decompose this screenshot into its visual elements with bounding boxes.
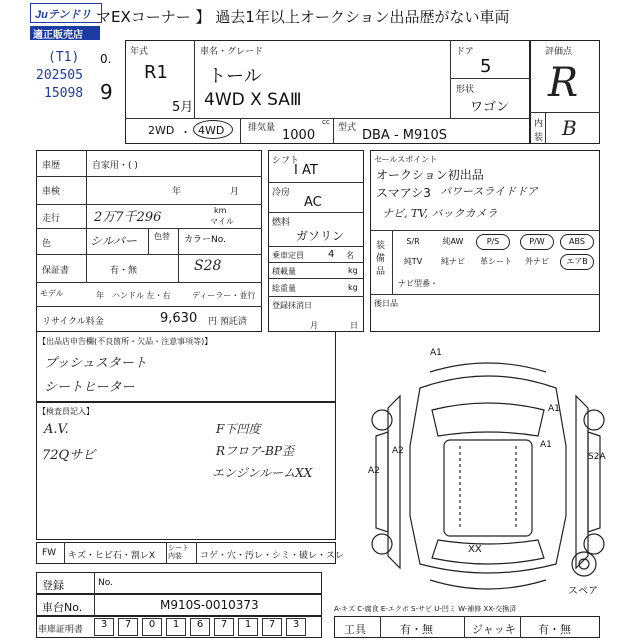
fw-text: キズ・ヒビ石・割レX (68, 551, 155, 561)
drive-4wd: 4WD (198, 124, 225, 137)
load-unit: kg (348, 266, 358, 275)
color-value: シルバー (90, 234, 137, 248)
seat-text: コゲ・穴・汚レ・シミ・破レ・スレ (200, 551, 345, 561)
inspection-month: 月 (230, 187, 240, 197)
interior-label-2: 装 (534, 133, 544, 143)
color-no-label: カラーNo. (184, 235, 226, 245)
chassis-label: 車台No. (42, 601, 83, 614)
gross-label: 総重量 (272, 284, 296, 293)
mileage-value: 2万7千296 (94, 210, 162, 225)
history-value: 自家用・( ) (92, 161, 138, 171)
year-value: R1 (144, 62, 168, 83)
equip-pw: P/W (520, 234, 554, 250)
sales-point-line2-hand: パワースライドドア (440, 185, 538, 198)
diagram-mark-a1-right: A1 (548, 404, 560, 414)
jack-value: 有・無 (538, 623, 571, 636)
diagram-mark-a1-front: A1 (430, 348, 442, 358)
diagram-mark-a2-left: A2 (368, 466, 380, 476)
shape-value: ワゴン (470, 100, 510, 115)
displacement-label: 排気量 (248, 123, 276, 133)
mileage-unit-mile: マイル (210, 217, 234, 226)
cert-label: 車庫証明書 (38, 625, 84, 635)
equip-ext-navi: 外ナビ (525, 257, 549, 266)
cert-digit: 7 (214, 618, 234, 636)
mileage-unit-km: km (214, 206, 227, 215)
spare-label: スペア (568, 586, 598, 597)
sales-point-label: セールスポイント (374, 155, 438, 164)
inspector-l1: A.V. (44, 422, 69, 437)
fuel-value: ガソリン (296, 229, 345, 243)
history-label: 車歴 (42, 161, 61, 171)
equip-abs: ABS (560, 234, 594, 250)
equip-tv: 純TV (403, 257, 423, 266)
expiry-label: 登録抹消日 (272, 301, 312, 310)
model-year: 年 (96, 291, 104, 300)
remarks-line2: シートヒーター (44, 380, 135, 395)
details-grid (36, 150, 262, 332)
nav-model-label: ナビ型番・ (398, 279, 438, 288)
score-value: R (548, 60, 579, 106)
doors-label: ドア (456, 47, 474, 57)
recycle-unit: 円 預託済 (208, 317, 247, 327)
cert-digit: 0 (142, 618, 162, 636)
brand-logo (30, 3, 102, 23)
color-no-value: S28 (194, 258, 222, 274)
equip-leather: 革シート (480, 257, 512, 266)
inspection-label: 車検 (42, 187, 61, 197)
inspector-r1: F下凹度 (216, 422, 261, 436)
tools-value: 有・無 (400, 623, 433, 636)
dealer-label: ディーラー・並行 (192, 291, 256, 300)
month-value: 5月 (172, 100, 194, 115)
recycle-label: リサイクル料金 (42, 317, 104, 327)
equip-navi: 純ナビ (441, 257, 465, 266)
post-equipment-label: 後日品 (374, 299, 398, 308)
expiry-month: 月 (310, 321, 318, 330)
cert-digit: 7 (118, 618, 138, 636)
sales-point-line3-hand: ナビ, TV, バックカメラ (382, 207, 498, 220)
displacement-unit: cc (322, 118, 330, 126)
lot-zero-mark: 0. (100, 52, 112, 66)
inspector-l2: 72Qサビ (42, 448, 96, 463)
dealer-banner (30, 26, 100, 40)
cert-digit: 7 (262, 618, 282, 636)
damage-legend: A-キズ C-腐食 E-エクボ S-サビ U-凹ミ W-補修 XX-交換済 (334, 605, 517, 613)
grade-value: 4WD X SAⅢ (204, 90, 302, 110)
recycle-value: 9,630 (160, 311, 198, 326)
equipment-label: 装備品 (376, 241, 386, 277)
doors-value: 5 (480, 56, 492, 77)
lot-nine: 9 (100, 80, 113, 104)
registration-label: 登録 (42, 579, 64, 592)
interior-value: B (562, 116, 577, 140)
expiry-day: 日 (350, 321, 358, 330)
score-label: 評価点 (545, 47, 573, 57)
capacity-value: 4 (328, 249, 335, 260)
diagram-mark-a1-right-2: A1 (540, 440, 552, 450)
diagram-mark-s2a: S2A (588, 452, 606, 462)
tools-label: 工具 (344, 623, 366, 636)
equip-airbag: エアB (560, 254, 594, 270)
cert-digit: 3 (286, 618, 306, 636)
equip-sr: S/R (406, 237, 420, 246)
load-label: 積載量 (272, 267, 296, 276)
car-diagram (340, 336, 636, 596)
mileage-label: 走行 (42, 214, 61, 224)
shift-label: シフト (272, 156, 300, 166)
equip-ps: P/S (476, 234, 510, 250)
registration-value: No. (98, 578, 113, 588)
interior-label-1: 内 (534, 119, 544, 129)
page-title: マEXコーナー 】 過去1年以上オークション出品歴がない車両 (96, 8, 510, 26)
banner-text: 適正販売店 (33, 30, 83, 41)
lot-tag: (T1) (48, 50, 80, 65)
cert-digit: 1 (238, 618, 258, 636)
name-value: トール (208, 66, 262, 87)
remarks-label: 【出品店申告欄(不良箇所・欠品・注意事項等)】 (38, 337, 213, 346)
drive-separator: ・ (180, 126, 191, 139)
lot-year-month: 202505 (36, 68, 83, 83)
shift-value: I AT (294, 163, 318, 178)
ac-value: AC (304, 195, 322, 210)
diagram-mark-a2-left-2: A2 (392, 446, 404, 456)
displacement-value: 1000 (282, 128, 316, 143)
model-small-label: モデル (40, 289, 64, 298)
logo-text: Juテンドリ (35, 9, 92, 21)
header (0, 0, 640, 26)
chassis-value: M910S-0010373 (160, 598, 259, 612)
inspection-year: 年 (172, 187, 182, 197)
year-label: 年式 (130, 47, 149, 57)
capacity-label: 乗車定員 (272, 251, 304, 260)
color-change-label: 色替 (154, 232, 170, 241)
inspector-r2: Rフロア-BP歪 (216, 444, 294, 458)
inspector-label: 【検査員記入】 (38, 407, 94, 416)
seat-label: シート内装 (168, 544, 189, 560)
remarks-line1: プッシュスタート (44, 356, 147, 371)
cert-digit: 6 (190, 618, 210, 636)
cert-digit: 1 (166, 618, 186, 636)
cert-digit: 3 (94, 618, 114, 636)
handle-label: ハンドル 左・右 (112, 291, 171, 300)
warranty-value: 有・無 (110, 266, 138, 276)
fw-label: FW (42, 548, 57, 558)
lot-number: 15098 (44, 86, 84, 101)
sales-point-line2: スマアシ3 (376, 186, 431, 200)
jack-label: ジャッキ (472, 623, 516, 636)
registration-row (36, 572, 322, 594)
sales-point-line1: オークション初出品 (376, 168, 484, 182)
gross-unit: kg (348, 283, 358, 292)
ac-label: 冷房 (272, 188, 291, 198)
inspector-r3: エンジンルームXX (212, 466, 313, 480)
drive-2wd: 2WD (148, 124, 175, 137)
shape-label: 形状 (456, 85, 475, 95)
capacity-unit: 名 (346, 251, 354, 260)
diagram-mark-xx: XX (468, 544, 482, 555)
model-value: DBA - M910S (362, 128, 448, 143)
warranty-label: 保証書 (42, 266, 70, 276)
equip-aw: 純AW (442, 237, 464, 246)
model-label: 型式 (338, 123, 357, 133)
name-label: 車名・グレード (200, 47, 264, 57)
color-label: 色 (42, 239, 52, 249)
fuel-label: 燃料 (272, 218, 291, 228)
